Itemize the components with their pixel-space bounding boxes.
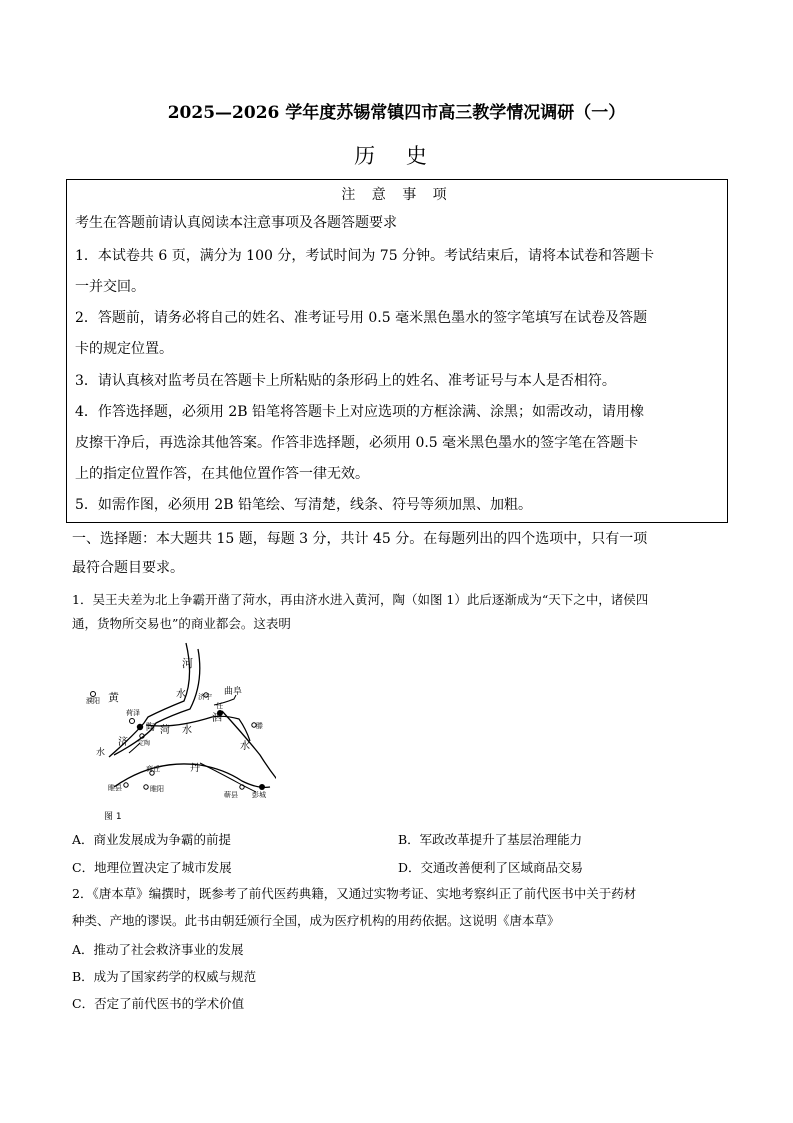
map-label: 济 — [118, 737, 128, 748]
map-label: 水 — [182, 725, 192, 736]
notice-heading: 注 意 事 项 — [341, 187, 453, 203]
map-label: 睢阳 — [150, 785, 164, 793]
map-label: 定陶 — [138, 740, 151, 747]
question-2-option: A．推动了社会救济事业的发展 — [72, 942, 244, 957]
notice-line: 2．答题前，请务必将自己的姓名、准考证号用 0.5 毫米黑色墨水的签字笔填写在试卷及答题 — [75, 310, 648, 326]
notice-box — [66, 179, 728, 523]
notice-line: 1．本试卷共 6 页，满分为 100 分，考试时间为 75 分钟。考试结束后，请将本试卷和答题卡 — [75, 248, 655, 264]
notice-line: 4．作答选择题，必须用 2B 铅笔将答题卡上对应选项的方框涂满、涂黑；如需改动，请用橡 — [75, 404, 645, 420]
map-label: 彭城 — [252, 791, 266, 799]
map-label: 商丘 — [146, 765, 160, 773]
map-label: 睢县 — [108, 784, 122, 792]
map-label: 蕲县 — [224, 791, 238, 799]
map-label: 水 — [240, 741, 250, 752]
question-2-stem: 种类、产地的谬误。此书由朝廷颁行全国，成为医疗机构的用药依据。这说明《唐本草》 — [72, 913, 560, 928]
question-1-option: C．地理位置决定了城市发展 — [72, 860, 232, 875]
map-caption: 图 1 — [104, 812, 122, 822]
exam-title: 2025—2026 学年度苏锡常镇四市高三教学情况调研（一） — [167, 103, 626, 123]
question-2-option: B．成为了国家药学的权威与规范 — [72, 969, 257, 984]
map-label: 泗 — [212, 713, 222, 724]
notice-line: 一并交回。 — [75, 279, 145, 295]
section-heading: 最符合题目要求。 — [72, 560, 184, 576]
map-label: 黄 — [108, 691, 119, 704]
map-label: 河 — [182, 657, 193, 670]
notice-line: 卡的规定位置。 — [75, 341, 173, 357]
question-2-stem: 2．《唐本草》编撰时，既参考了前代医药典籍，又通过实物考证、实地考察纠正了前代医书中关于药材 — [72, 886, 637, 901]
map-label: 菏 — [160, 725, 170, 736]
question-1-stem: 1．吴王夫差为北上争霸开凿了菏水，再由济水进入黄河，陶（如图 1）此后逐渐成为“天下之中，诸侯四 — [72, 592, 649, 607]
question-1-option: D．交通改善便利了区域商品交易 — [398, 860, 584, 875]
notice-line: 3．请认真核对监考员在答题卡上所粘贴的条形码上的姓名、准考证号与本人是否相符。 — [75, 373, 616, 389]
subject-title: 历 史 — [354, 144, 439, 168]
question-1-option: A．商业发展成为争霸的前提 — [72, 832, 232, 847]
question-1-option: B．军政改革提升了基层治理能力 — [398, 832, 583, 847]
map-label: 濮阳 — [86, 697, 100, 705]
map-label: 任 — [216, 702, 223, 710]
map-label: 滕 — [256, 722, 263, 730]
question-1-stem: 通，货物所交易也”的商业都会。这表明 — [72, 616, 291, 631]
question-1-map — [74, 637, 276, 823]
question-2-option: C．否定了前代医书的学术价值 — [72, 996, 245, 1011]
section-heading: 一、选择题：本大题共 15 题，每题 3 分，共计 45 分。在每题列出的四个选项中，只有一项 — [72, 531, 648, 547]
map-label: 丹 — [190, 763, 200, 774]
notice-line: 考生在答题前请认真阅读本注意事项及各题答题要求 — [75, 215, 397, 231]
map-label: 曲阜 — [224, 687, 243, 697]
map-label: 水 — [176, 689, 186, 700]
map-label: 水 — [96, 748, 106, 758]
notice-line: 上的指定位置作答，在其他位置作答一律无效。 — [75, 466, 369, 482]
map-label: 荷泽 — [126, 709, 140, 717]
notice-line: 5．如需作图，必须用 2B 铅笔绘、写清楚，线条、符号等须加黑、加粗。 — [75, 497, 533, 513]
notice-line: 皮擦干净后，再选涂其他答案。作答非选择题，必须用 0.5 毫米黑色墨水的签字笔在答题卡 — [75, 435, 639, 451]
map-label: 济宁 — [198, 693, 212, 701]
map-label: 陶 — [146, 723, 156, 733]
